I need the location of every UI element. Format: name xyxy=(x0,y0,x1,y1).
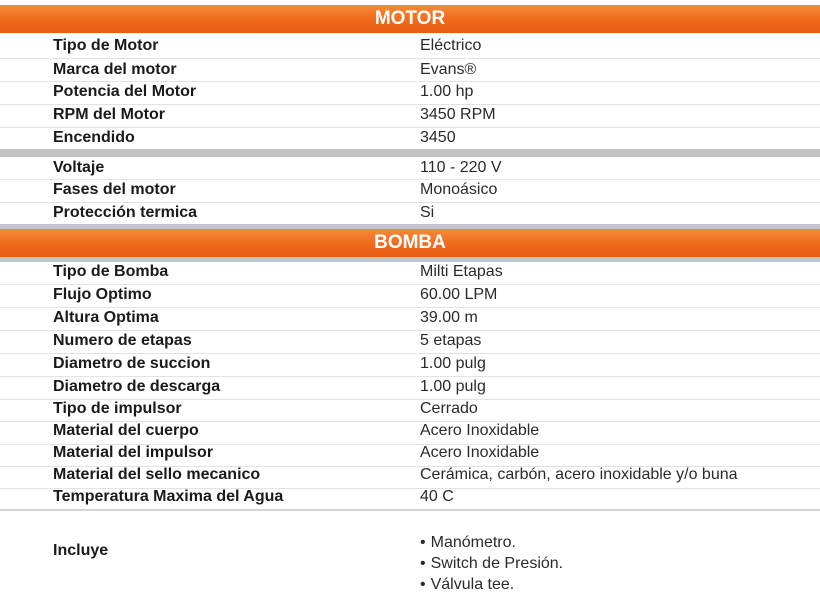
row-label: Tipo de Motor xyxy=(53,37,159,54)
row-label: Encendido xyxy=(53,129,135,146)
table-row xyxy=(0,399,820,422)
table-row xyxy=(0,488,820,509)
row-label: Tipo de Bomba xyxy=(53,263,169,280)
row-value: 40 C xyxy=(420,488,454,505)
table-row xyxy=(0,422,820,445)
list-item: • Manómetro. xyxy=(420,532,563,553)
row-label: RPM del Motor xyxy=(53,106,165,123)
table-row xyxy=(0,128,820,148)
row-label: Potencia del Motor xyxy=(53,83,197,100)
row-label: Temperatura Maxima del Agua xyxy=(53,488,284,505)
table-row xyxy=(0,444,820,467)
motor-section-header: MOTOR xyxy=(0,5,820,33)
table-row xyxy=(0,203,820,224)
table-row xyxy=(0,331,820,354)
table-row xyxy=(0,377,820,400)
table-row xyxy=(0,82,820,105)
table-row xyxy=(0,466,820,489)
table-row xyxy=(0,285,820,308)
row-value: Cerámica, carbón, acero inoxidable y/o buna xyxy=(420,466,738,483)
row-label: Diametro de descarga xyxy=(53,378,221,395)
row-value: 1.00 hp xyxy=(420,83,474,100)
table-row xyxy=(0,308,820,331)
bomba-section-header: BOMBA xyxy=(0,229,820,257)
row-value: 3450 xyxy=(420,129,456,146)
list-item: • Switch de Presión. xyxy=(420,553,563,574)
row-label: Altura Optima xyxy=(53,309,159,326)
table-row xyxy=(0,105,820,128)
row-value: Si xyxy=(420,204,435,221)
row-value: 39.00 m xyxy=(420,309,478,326)
row-value: Milti Etapas xyxy=(420,263,503,280)
row-value: Monoásico xyxy=(420,181,498,198)
includes-list xyxy=(420,532,563,595)
list-item: • Válvula tee. xyxy=(420,574,563,595)
row-value: 60.00 LPM xyxy=(420,286,498,303)
table-row xyxy=(0,180,820,203)
table-row xyxy=(0,262,820,285)
row-label: Numero de etapas xyxy=(53,332,192,349)
row-label: Marca del motor xyxy=(53,61,177,78)
row-label: Tipo de impulsor xyxy=(53,400,182,417)
row-label: Protección termica xyxy=(53,204,198,221)
table-row xyxy=(0,354,820,377)
includes-label: Incluye xyxy=(53,542,109,559)
row-value: 1.00 pulg xyxy=(420,378,486,395)
table-row xyxy=(0,157,820,180)
row-value: 5 etapas xyxy=(420,332,482,349)
row-value: 110 - 220 V xyxy=(420,159,502,176)
row-label: Flujo Optimo xyxy=(53,286,152,303)
row-value: Evans® xyxy=(420,61,477,78)
row-label: Material del impulsor xyxy=(53,444,214,461)
table-row xyxy=(0,36,820,59)
row-value: 3450 RPM xyxy=(420,106,496,123)
row-label: Fases del motor xyxy=(53,181,176,198)
row-value: 1.00 pulg xyxy=(420,355,486,372)
row-label: Material del sello mecanico xyxy=(53,466,261,483)
row-value: Acero Inoxidable xyxy=(420,422,540,439)
row-label: Diametro de succion xyxy=(53,355,211,372)
section-separator xyxy=(0,149,820,157)
row-value: Acero Inoxidable xyxy=(420,444,540,461)
row-label: Material del cuerpo xyxy=(53,422,199,439)
row-value: Eléctrico xyxy=(420,37,482,54)
includes-row xyxy=(0,511,820,593)
row-label: Voltaje xyxy=(53,159,105,176)
table-row xyxy=(0,59,820,82)
row-value: Cerrado xyxy=(420,400,478,417)
